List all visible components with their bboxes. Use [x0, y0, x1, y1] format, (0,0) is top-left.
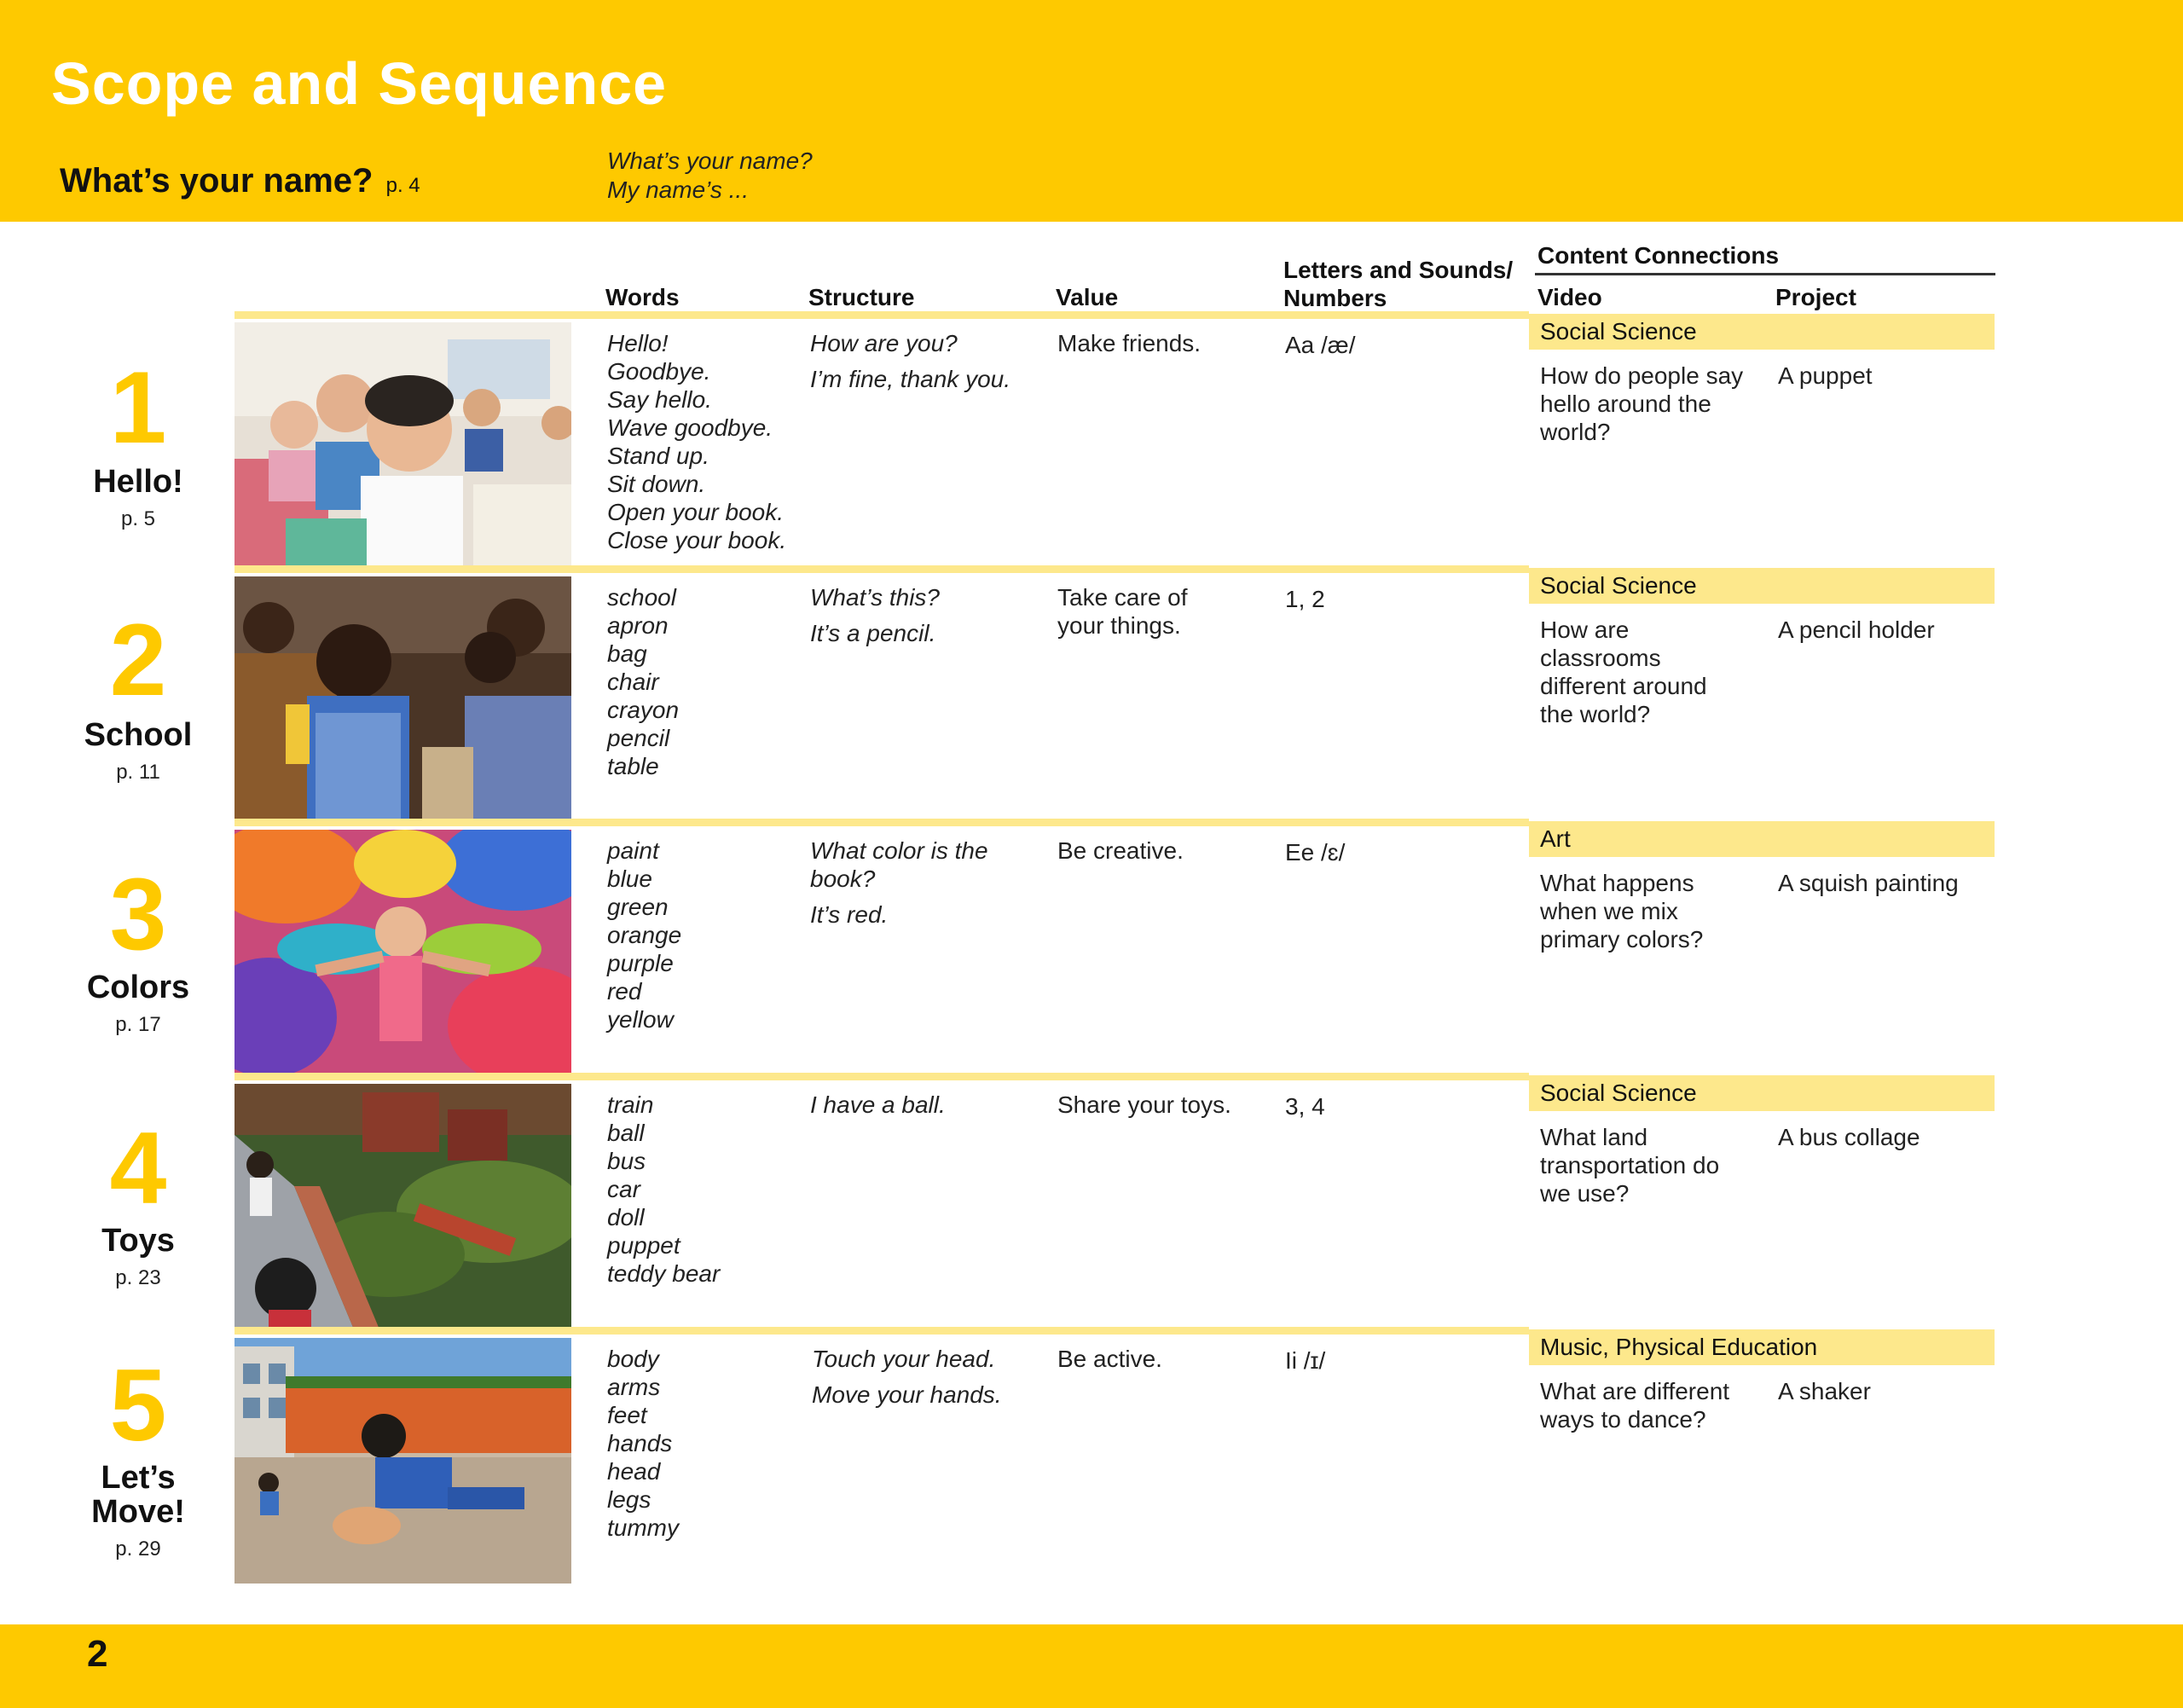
word-item: purple	[607, 950, 674, 976]
word-item: Say hello.	[607, 386, 712, 413]
unit-video: How are classrooms different around the world?	[1540, 617, 1707, 727]
word-item: table	[607, 753, 659, 779]
classroom-children-image	[235, 322, 571, 568]
page-title: Scope and Sequence	[51, 50, 668, 117]
subject-bar	[1529, 314, 1995, 350]
unit-photo-colors	[235, 830, 571, 1075]
unit-page-ref: p. 23	[115, 1266, 161, 1289]
word-item: train	[607, 1091, 654, 1118]
subject-label: Social Science	[1540, 572, 1697, 599]
unit-separator	[235, 565, 1529, 573]
unit-letters: 3, 4	[1285, 1093, 1325, 1120]
structure-item: I’m fine, thank you.	[810, 366, 1011, 392]
word-item: head	[607, 1458, 661, 1485]
schoolyard-boy-image	[235, 1338, 571, 1584]
subject-bar	[1529, 568, 1995, 604]
unit-project: A squish painting	[1778, 870, 1959, 896]
subject-bar	[1529, 1075, 1995, 1111]
column-header-value: Value	[1056, 284, 1119, 310]
subject-label: Music, Physical Education	[1540, 1334, 1818, 1360]
unit-page-ref: p. 5	[120, 507, 156, 530]
word-item: Open your book.	[607, 499, 785, 525]
unit-structure	[810, 1091, 946, 1126]
footer-band	[0, 1624, 2183, 1708]
unit-project: A puppet	[1778, 362, 1873, 389]
unit-page-ref: p. 11	[116, 761, 160, 784]
school-child-image	[235, 576, 571, 822]
unit-structure	[810, 837, 1015, 936]
structure-item: How are you?	[810, 330, 958, 356]
unit-number: 1	[109, 350, 167, 465]
unit-value: Make friends.	[1057, 330, 1202, 356]
unit-name: Colors	[86, 970, 190, 1005]
intro-unit-title	[60, 162, 420, 200]
word-item: pencil	[607, 725, 670, 751]
subject-label: Social Science	[1540, 318, 1697, 344]
structure-item: Touch your head.	[812, 1346, 996, 1372]
unit-number: 2	[109, 603, 167, 717]
unit-number: 4	[109, 1111, 167, 1225]
word-item: Wave goodbye.	[607, 414, 773, 441]
word-item: doll	[607, 1204, 645, 1230]
word-item: bag	[607, 640, 647, 667]
subject-label: Art	[1540, 825, 1571, 852]
word-item: school	[607, 584, 676, 611]
column-header-letters-line: Letters and Sounds/	[1283, 257, 1514, 283]
structure-item: It’s red.	[810, 901, 889, 928]
column-header-letters	[1283, 256, 1513, 312]
unit-project: A pencil holder	[1778, 617, 1935, 643]
model-train-image	[235, 1084, 571, 1329]
unit-name: School	[84, 717, 193, 753]
unit-letters: Ii /ɪ/	[1285, 1347, 1326, 1374]
structure-item: I have a ball.	[810, 1091, 946, 1118]
word-item: green	[607, 894, 669, 920]
unit-structure	[812, 1345, 1002, 1416]
word-item: feet	[607, 1402, 647, 1428]
page-number: 2	[87, 1633, 108, 1675]
column-header-letters-line: Numbers	[1283, 285, 1387, 311]
unit-name: Let’s Move!	[91, 1460, 185, 1530]
word-item: red	[607, 978, 642, 1005]
unit-words	[607, 837, 681, 1033]
intro-language-line: What’s your name?	[607, 148, 813, 174]
word-item: bus	[607, 1148, 646, 1174]
intro-page-ref: p. 4	[385, 174, 420, 197]
word-item: tummy	[607, 1514, 679, 1541]
structure-item: What’s this?	[810, 584, 940, 611]
unit-photo-hello	[235, 322, 571, 568]
structure-item: What color is the book?	[810, 837, 988, 892]
paint-child-image	[235, 830, 571, 1075]
structure-item: Move your hands.	[812, 1381, 1002, 1408]
unit-separator	[235, 1327, 1529, 1335]
unit-photo-lets-move	[235, 1338, 571, 1584]
word-item: blue	[607, 866, 652, 892]
word-item: Sit down.	[607, 471, 706, 497]
word-item: crayon	[607, 697, 680, 723]
word-item: hands	[607, 1430, 673, 1456]
unit-words	[607, 329, 786, 554]
column-header-words: Words	[605, 284, 680, 310]
column-header-content-connections: Content Connections	[1537, 242, 1780, 269]
unit-structure	[810, 583, 940, 655]
word-item: legs	[607, 1486, 651, 1513]
intro-language	[607, 147, 813, 205]
column-header-structure: Structure	[808, 284, 915, 310]
word-item: puppet	[607, 1232, 680, 1259]
word-item: ball	[607, 1120, 645, 1146]
intro-title-text: What’s your name?	[60, 162, 373, 200]
unit-value: Be active.	[1057, 1346, 1162, 1372]
unit-words	[607, 1345, 679, 1542]
structure-item: It’s a pencil.	[810, 620, 936, 646]
unit-separator	[235, 311, 1529, 319]
word-item: chair	[607, 669, 659, 695]
unit-value: Be creative.	[1057, 837, 1184, 864]
content-connections-rule	[1535, 273, 1995, 275]
column-header-project: Project	[1775, 284, 1856, 310]
word-item: Stand up.	[607, 443, 709, 469]
unit-page-ref: p. 29	[115, 1537, 161, 1560]
word-item: Goodbye.	[607, 358, 711, 385]
subject-label: Social Science	[1540, 1080, 1697, 1106]
subject-bar	[1529, 1329, 1995, 1365]
word-item: apron	[607, 612, 669, 639]
intro-language-line: My name’s ...	[607, 177, 749, 203]
unit-letters: 1, 2	[1285, 586, 1325, 612]
unit-structure	[810, 329, 1010, 401]
unit-name: Toys	[101, 1223, 175, 1259]
unit-separator	[235, 819, 1529, 826]
unit-project: A shaker	[1778, 1378, 1871, 1404]
word-item: arms	[607, 1374, 661, 1400]
unit-page-ref: p. 17	[115, 1013, 161, 1036]
word-item: teddy bear	[607, 1260, 721, 1287]
unit-video: What land transportation do we use?	[1540, 1124, 1720, 1207]
word-item: car	[607, 1176, 640, 1202]
unit-photo-toys	[235, 1084, 571, 1329]
unit-video: How do people say hello around the world?	[1540, 362, 1744, 445]
unit-name: Hello!	[93, 464, 183, 500]
unit-separator	[235, 1073, 1529, 1080]
word-item: Close your book.	[607, 527, 787, 553]
unit-value: Share your toys.	[1057, 1091, 1231, 1118]
word-item: paint	[607, 837, 659, 864]
word-item: yellow	[607, 1006, 674, 1033]
unit-video: What are different ways to dance?	[1540, 1378, 1730, 1433]
unit-project: A bus collage	[1778, 1124, 1920, 1150]
unit-value: Take care of your things.	[1057, 584, 1188, 639]
unit-video: What happens when we mix primary colors?	[1540, 870, 1704, 952]
word-item: orange	[607, 922, 682, 948]
unit-photo-school	[235, 576, 571, 822]
unit-number: 3	[109, 857, 167, 971]
unit-number: 5	[109, 1348, 167, 1462]
word-item: Hello!	[607, 330, 669, 356]
unit-words	[607, 583, 679, 780]
unit-letters: Ee /ɛ/	[1285, 839, 1346, 866]
word-item: body	[607, 1346, 659, 1372]
subject-bar	[1529, 821, 1995, 857]
unit-letters: Aa /æ/	[1285, 332, 1356, 358]
unit-words	[607, 1091, 720, 1288]
column-header-video: Video	[1537, 284, 1602, 310]
